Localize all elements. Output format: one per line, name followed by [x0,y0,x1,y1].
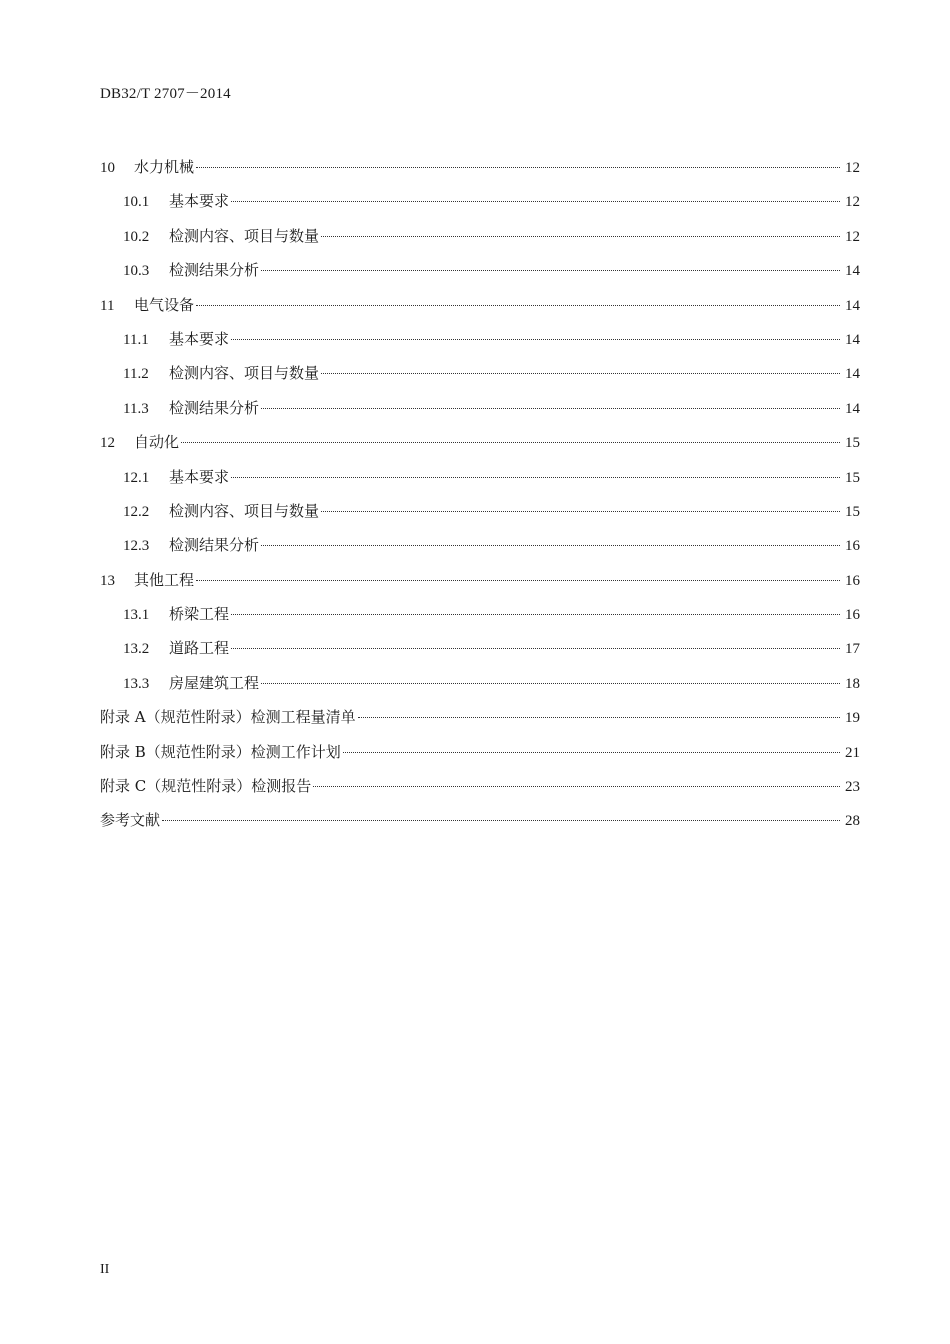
toc-entry-13-1[interactable] [100,597,860,631]
toc-entry-13[interactable] [100,563,860,597]
toc-entry-page: 14 [845,331,860,348]
toc-entry-page: 14 [845,400,860,417]
dot-leader [313,786,840,787]
toc-entry-page: 21 [845,744,860,761]
toc-entry-page: 15 [845,435,860,452]
toc-entry-number: 11 [100,297,115,314]
toc-entry-number: 12.2 [123,503,150,520]
toc-entry-title: 基本要求 [169,467,230,486]
toc-entry-number: 10 [100,160,115,176]
toc-entry-page: 19 [845,710,860,727]
toc-entry-page: 18 [845,675,860,692]
table-of-contents [100,150,860,838]
toc-entry-page: 15 [845,503,860,520]
toc-entry-page: 28 [845,813,860,830]
toc-entry-11-1[interactable] [100,322,860,356]
toc-entry-page: 16 [845,538,860,555]
toc-entry-10-1[interactable] [100,184,860,218]
toc-entry-13-3[interactable] [100,666,860,700]
toc-entry-title: 参考文献 [100,811,161,830]
toc-entry-number: 10.3 [123,263,150,280]
toc-entry-appendix-a[interactable] [100,700,860,734]
toc-entry-page: 17 [845,641,860,658]
toc-entry-11-3[interactable] [100,391,860,425]
dot-leader [261,270,840,271]
dot-leader [343,752,840,753]
toc-entry-number: 11.3 [123,400,149,417]
toc-entry-title: 附录 B（规范性附录）检测工作计划 [100,742,341,761]
dot-leader [181,442,840,443]
toc-entry-number: 11.1 [123,331,149,348]
dot-leader [261,408,840,409]
dot-leader [231,339,840,340]
toc-entry-number: 13.2 [123,641,150,658]
toc-entry-title: 基本要求 [169,329,230,348]
toc-entry-title: 基本要求 [169,192,230,211]
dot-leader [321,511,840,512]
dot-leader [231,477,840,478]
toc-entry-10-3[interactable] [100,253,860,287]
toc-entry-11-2[interactable] [100,356,860,390]
toc-entry-title: 检测内容、项目与数量 [169,226,320,245]
toc-entry-page: 16 [845,607,860,624]
toc-entry-title: 检测内容、项目与数量 [169,501,320,520]
toc-entry-title: 附录 A（规范性附录）检测工程量清单 [100,708,356,727]
toc-entry-11[interactable] [100,288,860,322]
toc-entry-12-3[interactable] [100,528,860,562]
document-code-header: DB32/T 2707－2014 [100,86,231,102]
toc-entry-number: 13.1 [123,607,150,624]
toc-entry-appendix-c[interactable] [100,769,860,803]
toc-entry-title: 附录 C（规范性附录）检测报告 [100,777,312,796]
toc-entry-page: 12 [845,228,860,245]
toc-entry-title: 桥梁工程 [169,605,230,624]
toc-entry-page: 16 [845,572,860,589]
dot-leader [162,820,840,821]
dot-leader [261,683,840,684]
toc-entry-number: 11.2 [123,366,149,383]
toc-entry-title: 检测内容、项目与数量 [169,364,320,383]
dot-leader [196,305,840,306]
dot-leader [231,614,840,615]
toc-entry-page: 15 [845,469,860,486]
footer-page-number: II [100,1262,110,1277]
toc-entry-title: 水力机械 [134,158,195,176]
toc-entry-title: 检测结果分析 [169,398,260,417]
toc-entry-page: 23 [845,779,860,796]
toc-entry-12-1[interactable] [100,460,860,494]
toc-entry-10[interactable] [100,150,860,184]
toc-entry-title: 房屋建筑工程 [169,673,260,692]
dot-leader [196,580,840,581]
dot-leader [261,545,840,546]
dot-leader [231,648,840,649]
toc-entry-page: 14 [845,297,860,314]
dot-leader [358,717,840,718]
toc-entry-number: 13.3 [123,675,150,692]
toc-entry-title: 检测结果分析 [169,261,260,280]
toc-entry-10-2[interactable] [100,219,860,253]
toc-entry-13-2[interactable] [100,631,860,665]
toc-entry-number: 12 [100,435,115,452]
toc-entry-12[interactable] [100,425,860,459]
toc-entry-title: 电气设备 [134,295,195,314]
toc-entry-title: 道路工程 [169,639,230,658]
dot-leader [321,373,840,374]
toc-entry-number: 12.3 [123,538,150,555]
dot-leader [321,236,840,237]
toc-entry-number: 10.1 [123,194,150,211]
toc-entry-title: 其他工程 [134,570,195,589]
toc-entry-number: 13 [100,572,115,589]
dot-leader [196,167,840,168]
toc-entry-page: 12 [845,160,860,176]
toc-entry-page: 14 [845,366,860,383]
toc-entry-page: 12 [845,194,860,211]
toc-entry-number: 12.1 [123,469,150,486]
toc-entry-number: 10.2 [123,228,150,245]
toc-entry-appendix-b[interactable] [100,735,860,769]
toc-entry-references[interactable] [100,803,860,837]
toc-entry-12-2[interactable] [100,494,860,528]
toc-entry-title: 检测结果分析 [169,536,260,555]
toc-entry-page: 14 [845,263,860,280]
dot-leader [231,201,840,202]
toc-entry-title: 自动化 [134,433,180,452]
